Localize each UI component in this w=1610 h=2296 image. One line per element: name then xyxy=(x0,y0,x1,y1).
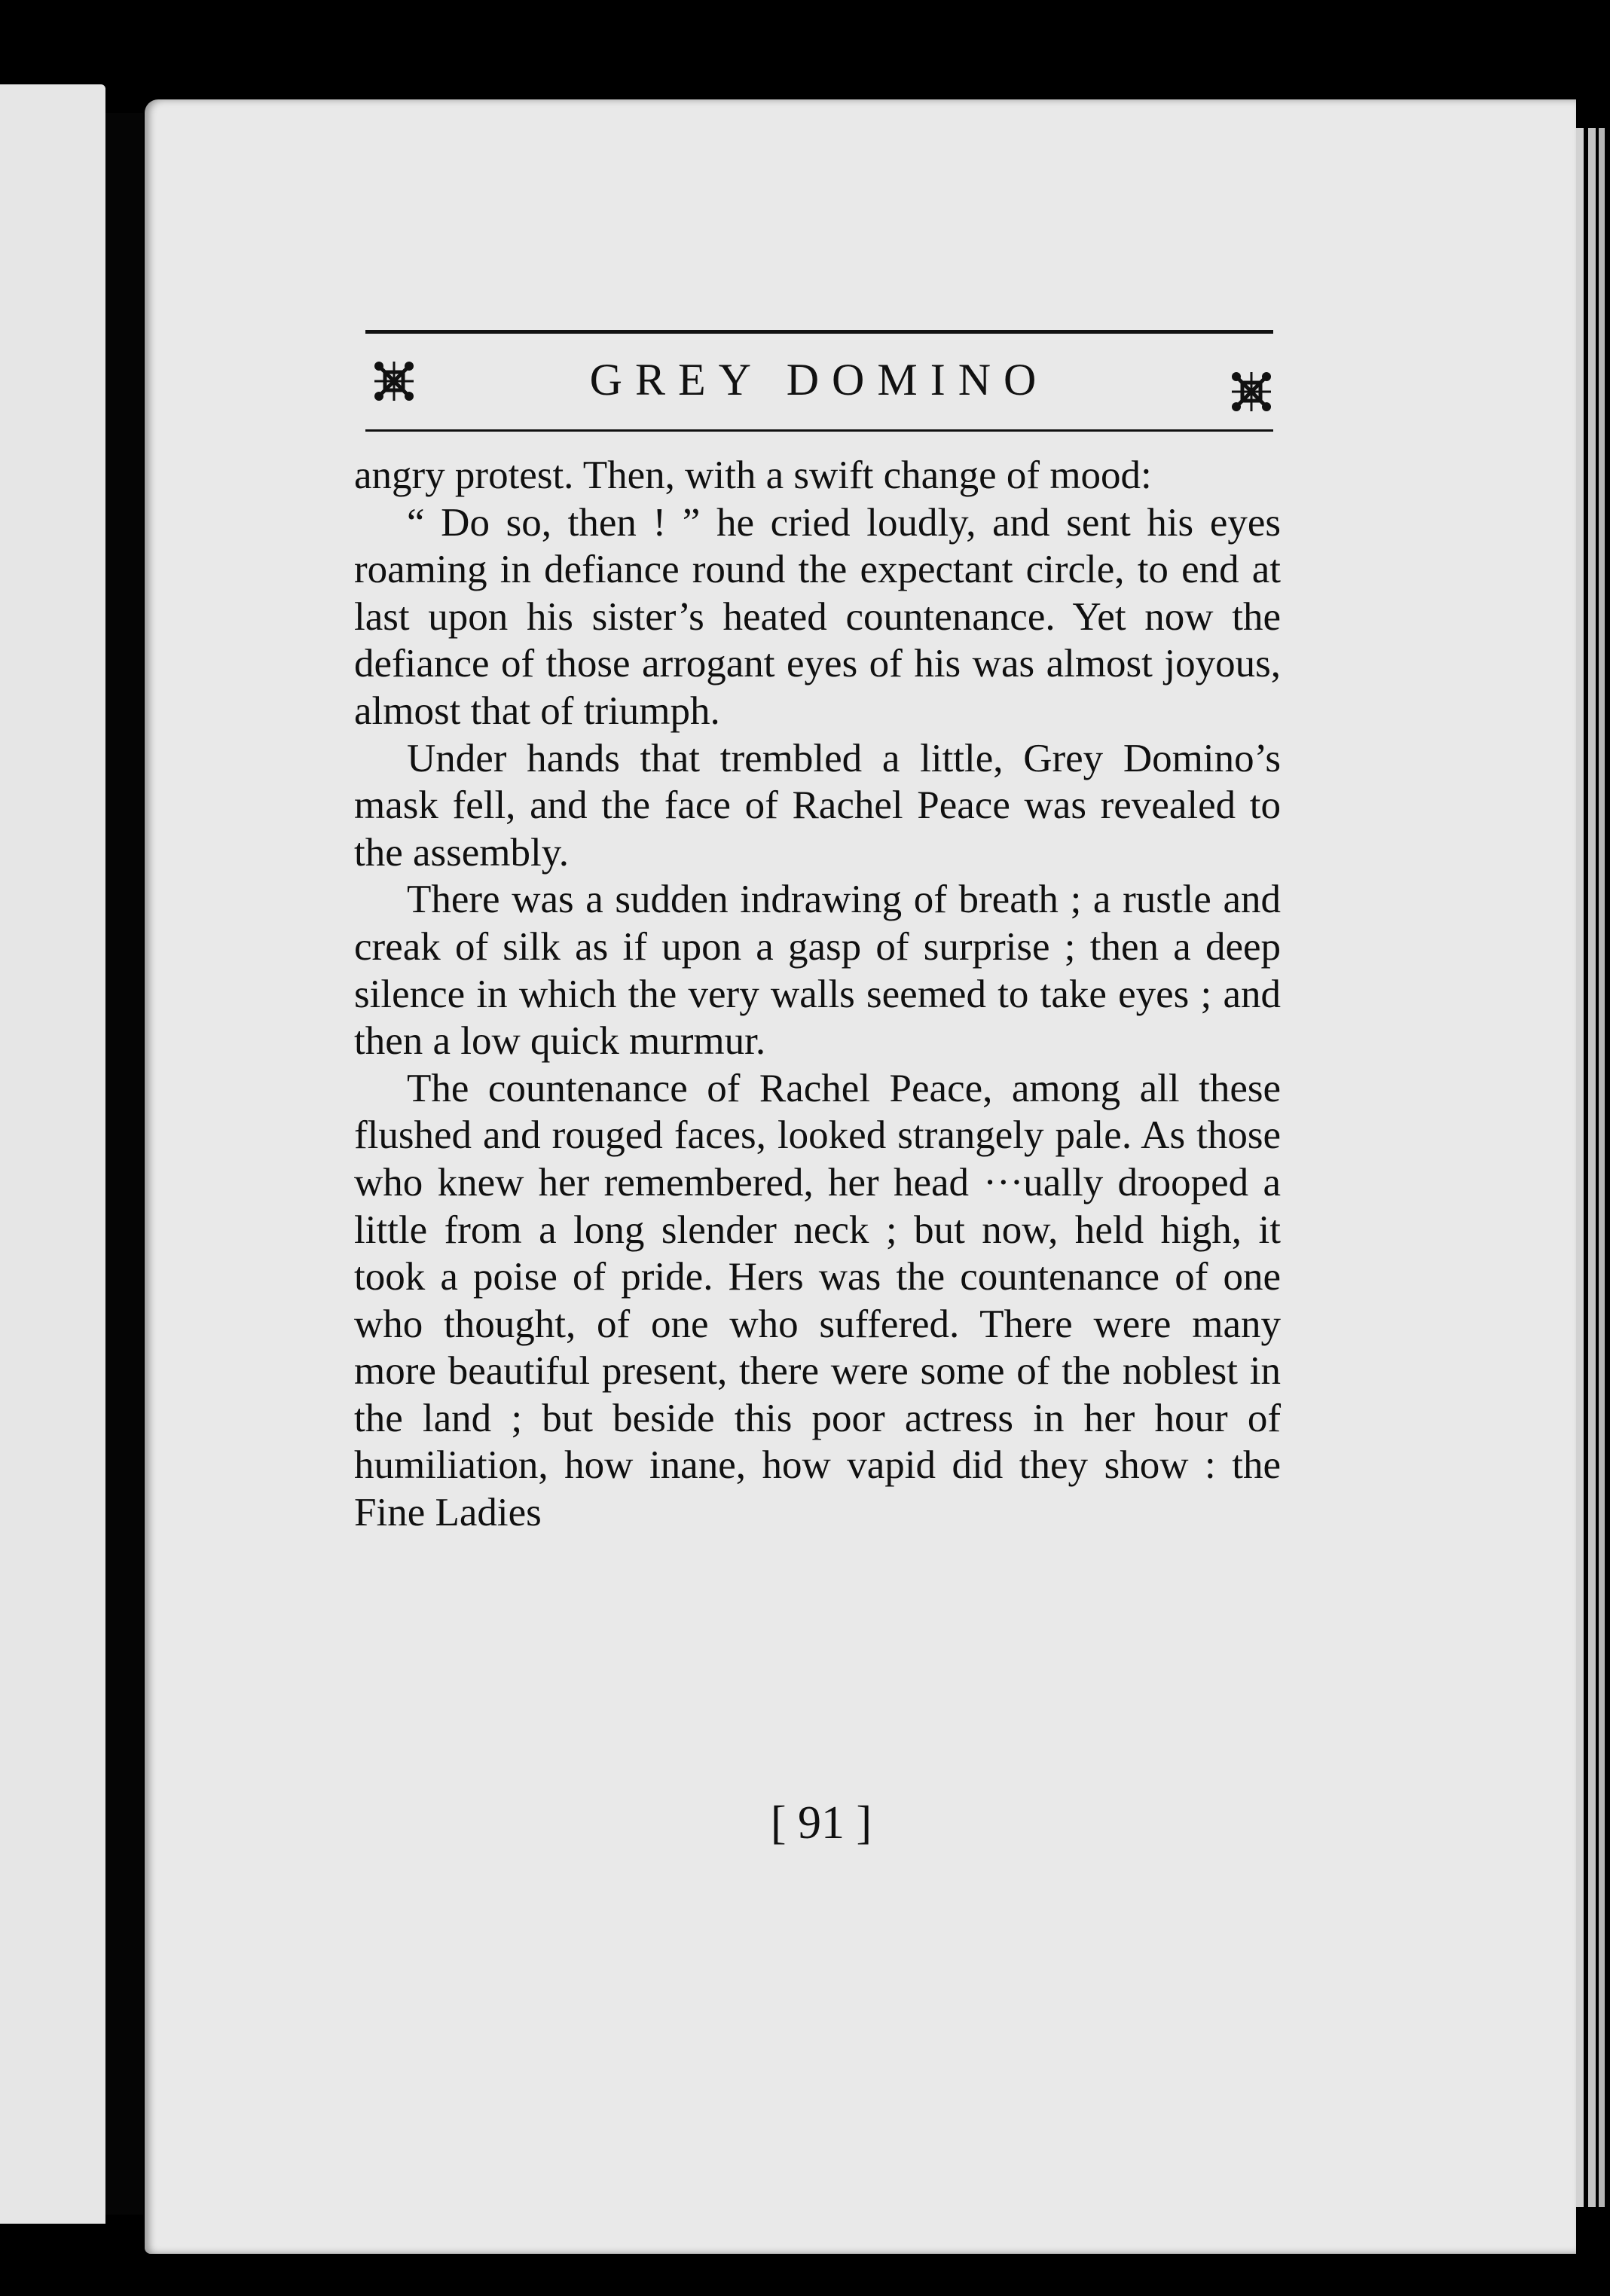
header-rule-top xyxy=(365,330,1273,334)
body-text xyxy=(354,452,1281,1537)
paragraph: “ Do so, then ! ” he cried loudly, and sent his eyes roaming in defiance round the expectant circle, to end at last upon his sister’s heated countenance. Yet now the defiance of those arrogant eyes of his was almost joyous, almost that of triumph. xyxy=(354,500,1281,733)
paragraph: angry protest. Then, with a swift change of mood: xyxy=(354,453,1152,497)
paragraph: The countenance of Rachel Peace, among all these flushed and rouged faces, looked strangely pale. As those who knew her remembered, her head ···ually drooped a little from a long slender neck ; but now, held high, it took a poise of pride. Hers was the countenance of one who thought, of one who suffered. There were many more beautiful present, there were some of the noblest in the land ; but beside this poor actress in her hour of humiliation, how inane, how vapid did they show : the Fine Ladies xyxy=(354,1066,1281,1535)
page-edge xyxy=(1576,128,1584,2207)
paragraph: There was a sudden indrawing of breath ; a rustle and creak of silk as if upon a gasp of surprise ; then a deep silence in which the very walls seemed to take eyes ; and then a low quick murmur. xyxy=(354,878,1281,1064)
running-head-title: GREY DOMINO xyxy=(589,355,1049,405)
header-rule-bottom xyxy=(365,429,1273,432)
fleuron-icon xyxy=(1229,369,1274,414)
page-edge xyxy=(1599,128,1605,2207)
facing-page xyxy=(0,84,105,2224)
paragraph: Under hands that trembled a little, Grey Domino’s mask fell, and the face of Rachel Peace was revealed to the assembly. xyxy=(354,736,1281,875)
book-gutter xyxy=(105,113,143,2215)
page-number: [ 91 ] xyxy=(770,1797,872,1849)
running-head xyxy=(365,345,1273,420)
page-edge xyxy=(1588,128,1596,2207)
